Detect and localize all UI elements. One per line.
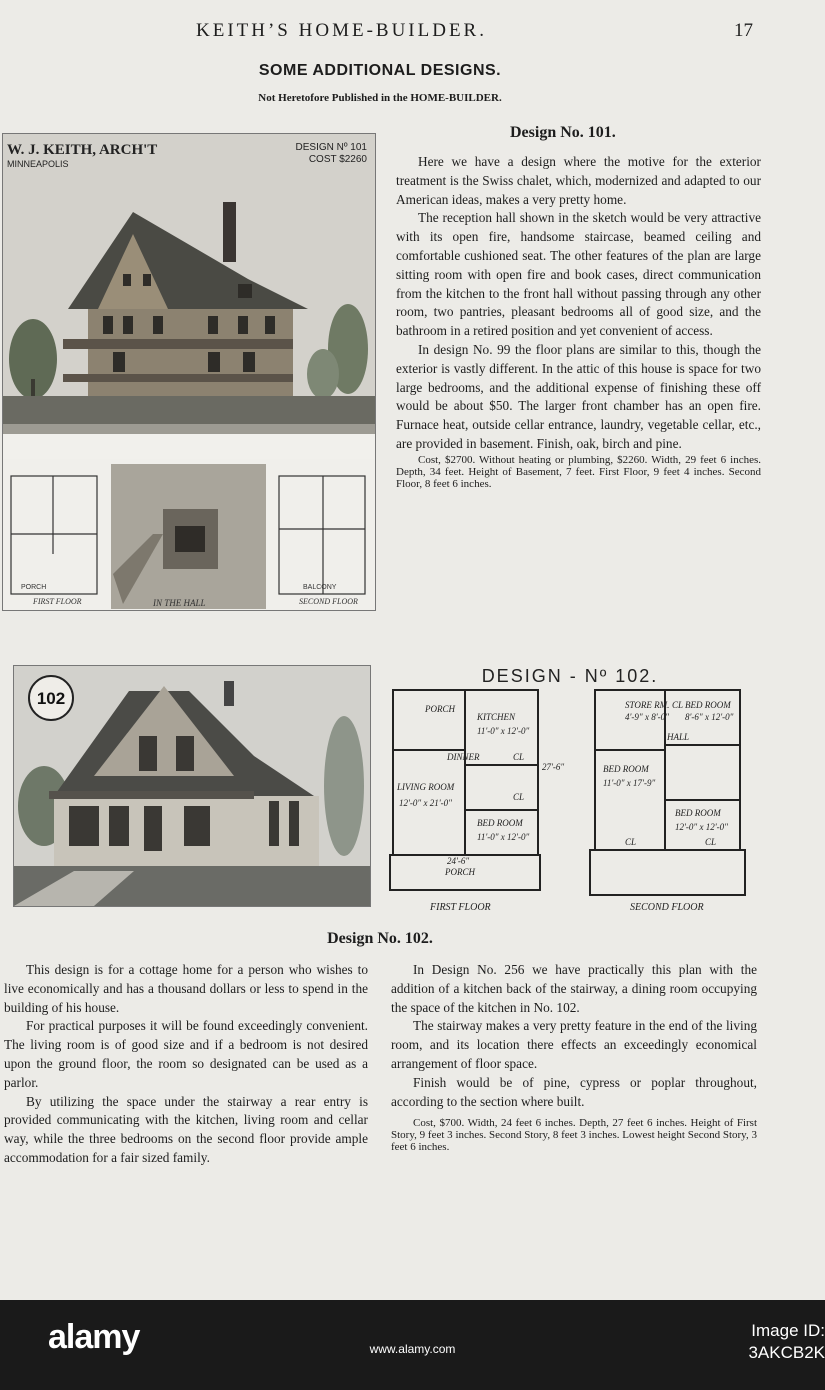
plan-label: 12'-0" x 12'-0" xyxy=(675,822,728,832)
plan-label: KITCHEN xyxy=(477,712,516,722)
design-102-exterior-plate xyxy=(13,665,371,907)
design-102-left-column xyxy=(4,961,368,1168)
design-102-paragraph: By utilizing the space under the stairway a rear entry is provided communicating with the kitchen, living room and cellar way, while the three bedrooms on the second floor provide ample accommodation for a fair sized family. xyxy=(4,1093,368,1165)
design-102-floor-plans xyxy=(385,660,760,915)
cost-label: COST $2260 xyxy=(308,154,367,165)
city-label: MINNEAPOLIS xyxy=(7,159,69,169)
page-number: 17 xyxy=(734,20,753,41)
design-101-illustration xyxy=(3,134,375,610)
second-floor-caption: SECOND FLOOR xyxy=(630,902,704,913)
plan-label: 27'-6" xyxy=(542,762,565,772)
design-number-label: DESIGN Nº 101 xyxy=(295,142,367,153)
design-101-text xyxy=(396,153,761,490)
design-101-paragraph: In design No. 99 the floor plans are similar to this, though the exterior is vastly different. In the attic of this house is space for two large bedrooms, and the additional expense of finishing these off would be about $50. The larger front chamber has an open fire. Furnace heat, outside cellar entrance, laundry, vegetable cellar, etc., are provided in basement. Finish, oak, birch and pine. xyxy=(396,341,761,451)
design-101-plate xyxy=(2,133,376,611)
design-101-heading: Design No. 101. xyxy=(510,124,616,141)
plan-label: CL xyxy=(513,752,525,762)
section-subtitle: Not Heretofore Published in the HOME-BUILDER. xyxy=(258,92,502,104)
design-102-paragraph: Finish would be of pine, cypress or poplar throughout, according to the section where built. xyxy=(391,1074,757,1109)
plan-label: 12'-0" x 21'-0" xyxy=(399,798,452,808)
design-102-right-column xyxy=(391,961,757,1153)
design-102-badge: 102 xyxy=(36,689,66,708)
design-101-paragraph: Here we have a design where the motive for the exterior treatment is the Swiss chalet, which, modernized and adapted to our American ideas, makes a very pretty home. xyxy=(396,154,761,207)
design-102-paragraph: This design is for a cottage home for a person who wishes to live economically and has a thousand dollars or less to spend in the building of his house. xyxy=(4,962,368,1015)
design-101-spec: Cost, $2700. Without heating or plumbing, $2260. Width, 29 feet 6 inches. Depth, 34 feet. Height of Basement, 7 feet. First Floor, 9 feet 4 inches. Second Floor, 8 feet 6 inches. xyxy=(396,453,761,490)
plan-label: 11'-0" x 12'-0" xyxy=(477,726,530,736)
design-102-heading: Design No. 102. xyxy=(327,930,433,947)
plan-label: CL xyxy=(625,837,637,847)
first-floor-caption: FIRST FLOOR xyxy=(430,902,491,913)
plan-title: DESIGN - Nº 102. xyxy=(481,666,659,686)
plan-label: BED ROOM xyxy=(675,808,721,818)
design-102-paragraph: The stairway makes a very pretty feature in the end of the living room, and its location there effects an exceedingly economical arrangement of floor space. xyxy=(391,1018,757,1071)
design-102-paragraph: In Design No. 256 we have practically this plan with the addition of a kitchen back of the stairway, a dining room occupying the space of the kitchen in No. 102. xyxy=(391,962,757,1015)
plan-label: CL xyxy=(672,700,684,710)
design-101-paragraph: The reception hall shown in the sketch would be very attractive with its open fire, handsome staircase, beamed ceiling and comfortable cushioned seat. The other features of the plan are large sitting room with open fire and book cases, direct communication from the kitchen to the front hall without passing through any other room, two pantries, pleasant bedrooms all of good size, and the bathroom in a retired position and yet convenient of access. xyxy=(396,210,761,339)
porch-101-label: PORCH xyxy=(21,584,47,591)
section-title: SOME ADDITIONAL DESIGNS. xyxy=(258,62,502,79)
plan-label: 11'-0" x 12'-0" xyxy=(477,832,530,842)
first-floor-101-caption: FIRST FLOOR xyxy=(33,597,82,606)
plan-label: 11'-0" x 17'-9" xyxy=(603,778,656,788)
watermark-logo: alamy xyxy=(48,1318,140,1356)
plan-label: DINNER xyxy=(447,752,480,762)
plan-label: BED ROOM xyxy=(477,818,523,828)
plan-label: 24'-6" xyxy=(447,856,470,866)
plan-label: BED ROOM xyxy=(603,764,649,774)
design-102-house-illustration xyxy=(14,666,370,906)
plan-label: BED ROOM xyxy=(685,700,731,710)
plan-label: STORE RM. xyxy=(625,700,670,710)
running-header: KEITH’S HOME-BUILDER. xyxy=(196,20,487,41)
plan-label: CL xyxy=(705,837,717,847)
design-102-spec: Cost, $700. Width, 24 feet 6 inches. Depth, 27 feet 6 inches. Height of First Story, 9 feet 3 inches. Second Story, 8 feet 3 inches. Lowest height Second Story, 3 feet 6 inches. xyxy=(391,1117,757,1154)
hall-caption: IN THE HALL xyxy=(153,598,206,608)
plan-label: PORCH xyxy=(445,867,475,877)
plan-label: LIVING ROOM xyxy=(397,782,455,792)
plan-label: 4'-9" x 8'-0" xyxy=(625,712,669,722)
watermark-url: www.alamy.com xyxy=(369,1342,456,1356)
second-floor-101-caption: SECOND FLOOR xyxy=(299,597,358,606)
watermark-image-id: Image ID: 3AKCB2K xyxy=(748,1321,825,1362)
balcony-label: BALCONY xyxy=(303,584,337,591)
plan-label: HALL xyxy=(667,732,690,742)
plan-label: CL xyxy=(513,792,525,802)
plan-label: PORCH xyxy=(425,704,455,714)
plan-label: 8'-6" x 12'-0" xyxy=(685,712,734,722)
architect-label: W. J. KEITH, ARCH'T xyxy=(7,142,158,158)
design-102-paragraph: For practical purposes it will be found exceedingly convenient. The living room is of good size and if a bedroom is not desired upon the ground floor, the room so designated can be used as a parlor. xyxy=(4,1018,368,1090)
design-102-plans xyxy=(385,660,760,915)
